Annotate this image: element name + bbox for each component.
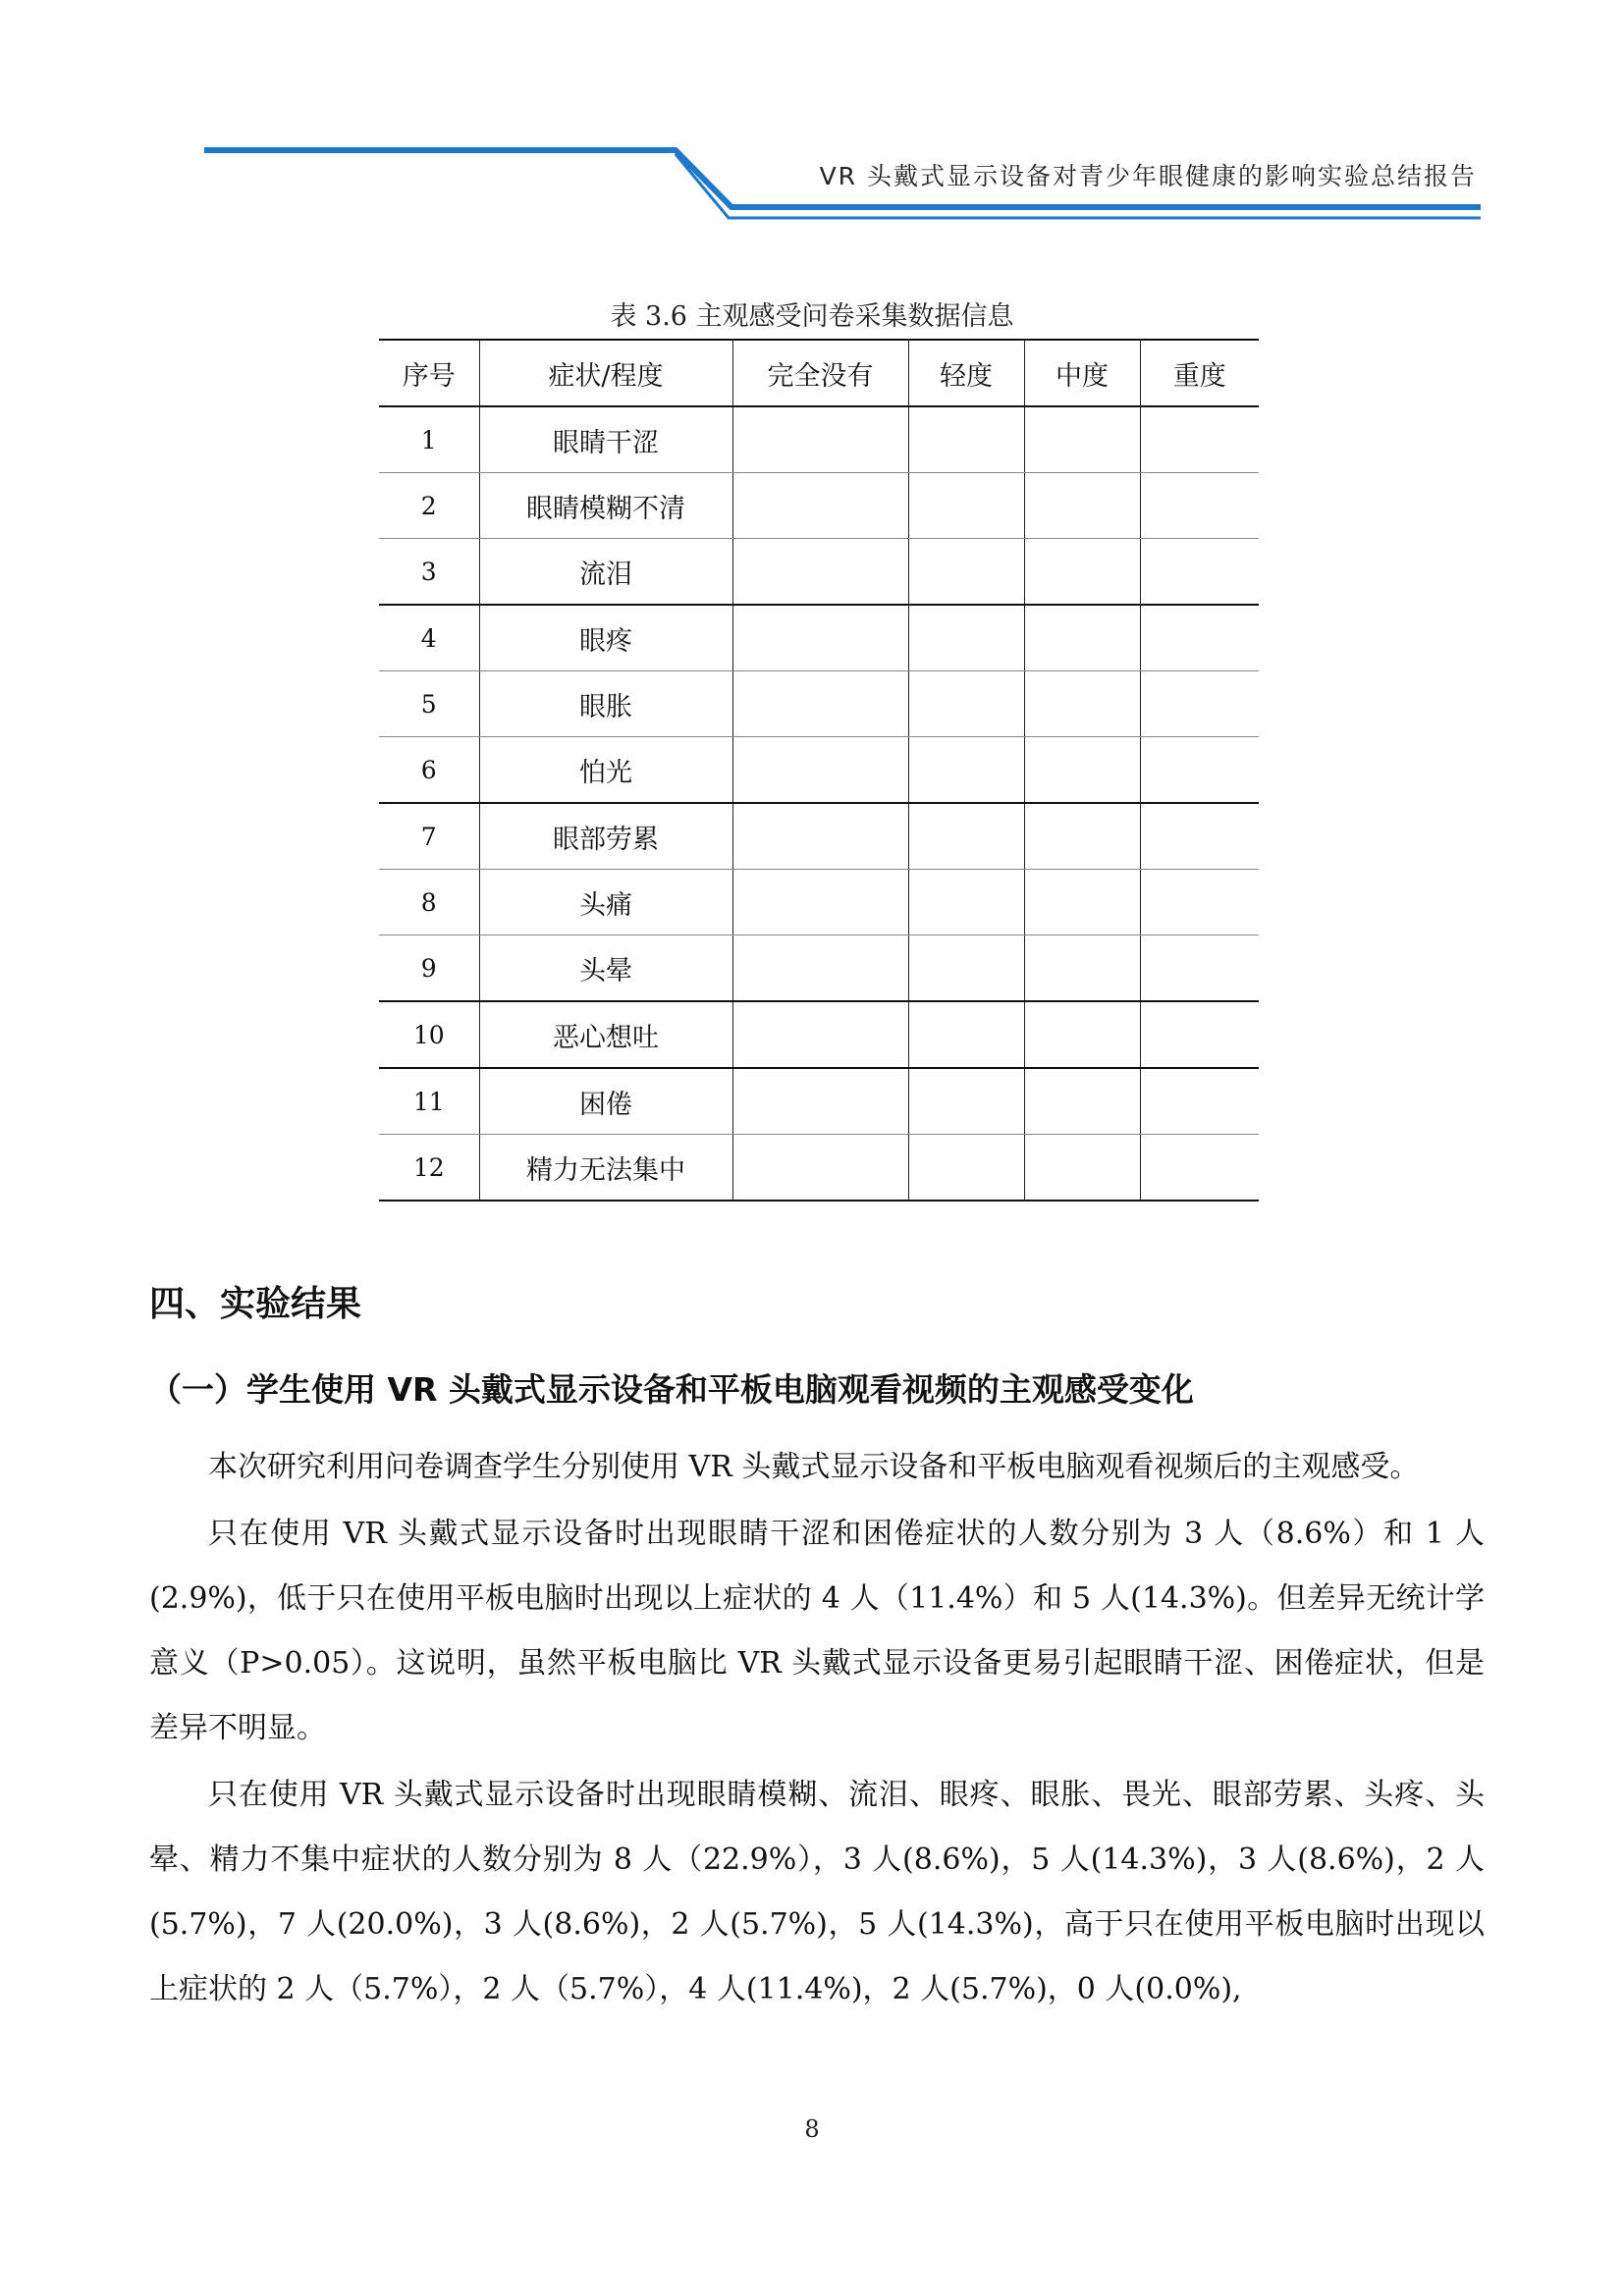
cell-severe (1140, 473, 1259, 539)
column-header-no: 序号 (379, 340, 479, 406)
cell-severe (1140, 605, 1259, 671)
cell-moderate (1024, 406, 1140, 473)
cell-moderate (1024, 671, 1140, 737)
row-number: 9 (379, 935, 479, 1002)
cell-none (732, 1135, 908, 1201)
row-symptom: 眼胀 (479, 671, 732, 737)
cell-moderate (1024, 605, 1140, 671)
page-number: 8 (804, 2115, 820, 2143)
column-header-moderate: 中度 (1024, 340, 1140, 406)
cell-mild (908, 1135, 1024, 1201)
cell-moderate (1024, 539, 1140, 606)
cell-none (732, 473, 908, 539)
row-symptom: 困倦 (479, 1068, 732, 1135)
cell-mild (908, 803, 1024, 870)
row-symptom: 眼疼 (479, 605, 732, 671)
row-number: 6 (379, 737, 479, 804)
cell-mild (908, 539, 1024, 606)
table-row (379, 1135, 1259, 1201)
cell-none (732, 935, 908, 1002)
row-symptom: 怕光 (479, 737, 732, 804)
table-row (379, 1068, 1259, 1135)
subsection-heading: （一）学生使用 VR 头戴式显示设备和平板电脑观看视频的主观感受变化 (149, 1370, 1194, 1409)
cell-none (732, 605, 908, 671)
cell-none (732, 1068, 908, 1135)
symptom-survey-table (379, 339, 1259, 1201)
cell-severe (1140, 1135, 1259, 1201)
row-number: 10 (379, 1001, 479, 1068)
column-header-none: 完全没有 (732, 340, 908, 406)
cell-none (732, 539, 908, 606)
cell-none (732, 406, 908, 473)
header-title: VR 头戴式显示设备对青少年眼健康的影响实验总结报告 (819, 162, 1477, 190)
row-number: 3 (379, 539, 479, 606)
row-symptom: 眼睛模糊不清 (479, 473, 732, 539)
cell-none (732, 737, 908, 804)
table-row (379, 870, 1259, 935)
cell-severe (1140, 737, 1259, 804)
cell-moderate (1024, 1001, 1140, 1068)
column-header-severe: 重度 (1140, 340, 1259, 406)
row-symptom: 头痛 (479, 870, 732, 935)
column-header-symptom: 症状/程度 (479, 340, 732, 406)
table-row (379, 406, 1259, 473)
cell-severe (1140, 870, 1259, 935)
table-row (379, 539, 1259, 606)
cell-none (732, 1001, 908, 1068)
table-row (379, 473, 1259, 539)
cell-severe (1140, 1001, 1259, 1068)
table-header-row (379, 340, 1259, 406)
cell-severe (1140, 935, 1259, 1002)
cell-mild (908, 406, 1024, 473)
row-symptom: 眼睛干涩 (479, 406, 732, 473)
cell-severe (1140, 539, 1259, 606)
row-symptom: 恶心想吐 (479, 1001, 732, 1068)
table-row (379, 671, 1259, 737)
paragraph: 只在使用 VR 头戴式显示设备时出现眼睛模糊、流泪、眼疼、眼胀、畏光、眼部劳累、头疼、头晕、精力不集中症状的人数分别为 8 人（22.9%），3 人(8.6%)，5 人(14.3%)，3 人(8.6%)，2 人(5.7%)，7 人(20.0%)，3 人(8.6%)，2 人(5.7%)，5 人(14.3%)，高于只在使用平板电脑时出现以上症状的 2 人（5.7%），2 人（5.7%），4 人(11.4%)，2 人(5.7%)，0 人(0.0%), (149, 1778, 1485, 2006)
cell-mild (908, 935, 1024, 1002)
row-symptom: 流泪 (479, 539, 732, 606)
paragraph: 本次研究利用问卷调查学生分别使用 VR 头戴式显示设备和平板电脑观看视频后的主观感受。 (208, 1450, 1420, 1484)
row-symptom: 精力无法集中 (479, 1135, 732, 1201)
row-number: 8 (379, 870, 479, 935)
paragraph: 只在使用 VR 头戴式显示设备时出现眼睛干涩和困倦症状的人数分别为 3 人（8.6%）和 1 人(2.9%)，低于只在使用平板电脑时出现以上症状的 4 人（11.4%）和 5 人(14.3%)。但差异无统计学意义（P>0.05）。这说明，虽然平板电脑比 VR 头戴式显示设备更易引起眼睛干涩、困倦症状，但是差异不明显。 (149, 1517, 1485, 1745)
cell-severe (1140, 406, 1259, 473)
table-row (379, 737, 1259, 804)
cell-moderate (1024, 473, 1140, 539)
cell-mild (908, 605, 1024, 671)
row-number: 7 (379, 803, 479, 870)
body-text (149, 1435, 1485, 2024)
cell-mild (908, 671, 1024, 737)
row-number: 12 (379, 1135, 479, 1201)
header-decoration (0, 0, 1624, 236)
table-row (379, 605, 1259, 671)
cell-severe (1140, 803, 1259, 870)
cell-none (732, 803, 908, 870)
cell-severe (1140, 671, 1259, 737)
cell-severe (1140, 1068, 1259, 1135)
column-header-mild: 轻度 (908, 340, 1024, 406)
cell-mild (908, 1068, 1024, 1135)
table-caption: 表 3.6 主观感受问卷采集数据信息 (610, 301, 1014, 332)
row-symptom: 眼部劳累 (479, 803, 732, 870)
row-number: 1 (379, 406, 479, 473)
cell-mild (908, 737, 1024, 804)
cell-mild (908, 870, 1024, 935)
section-heading: 四、实验结果 (149, 1284, 362, 1324)
cell-moderate (1024, 870, 1140, 935)
cell-mild (908, 473, 1024, 539)
table-row (379, 1001, 1259, 1068)
cell-moderate (1024, 803, 1140, 870)
row-symptom: 头晕 (479, 935, 732, 1002)
row-number: 11 (379, 1068, 479, 1135)
row-number: 4 (379, 605, 479, 671)
table-row (379, 803, 1259, 870)
cell-moderate (1024, 1068, 1140, 1135)
cell-moderate (1024, 737, 1140, 804)
row-number: 5 (379, 671, 479, 737)
cell-mild (908, 1001, 1024, 1068)
row-number: 2 (379, 473, 479, 539)
table-row (379, 935, 1259, 1002)
cell-none (732, 870, 908, 935)
cell-moderate (1024, 1135, 1140, 1201)
cell-moderate (1024, 935, 1140, 1002)
cell-none (732, 671, 908, 737)
